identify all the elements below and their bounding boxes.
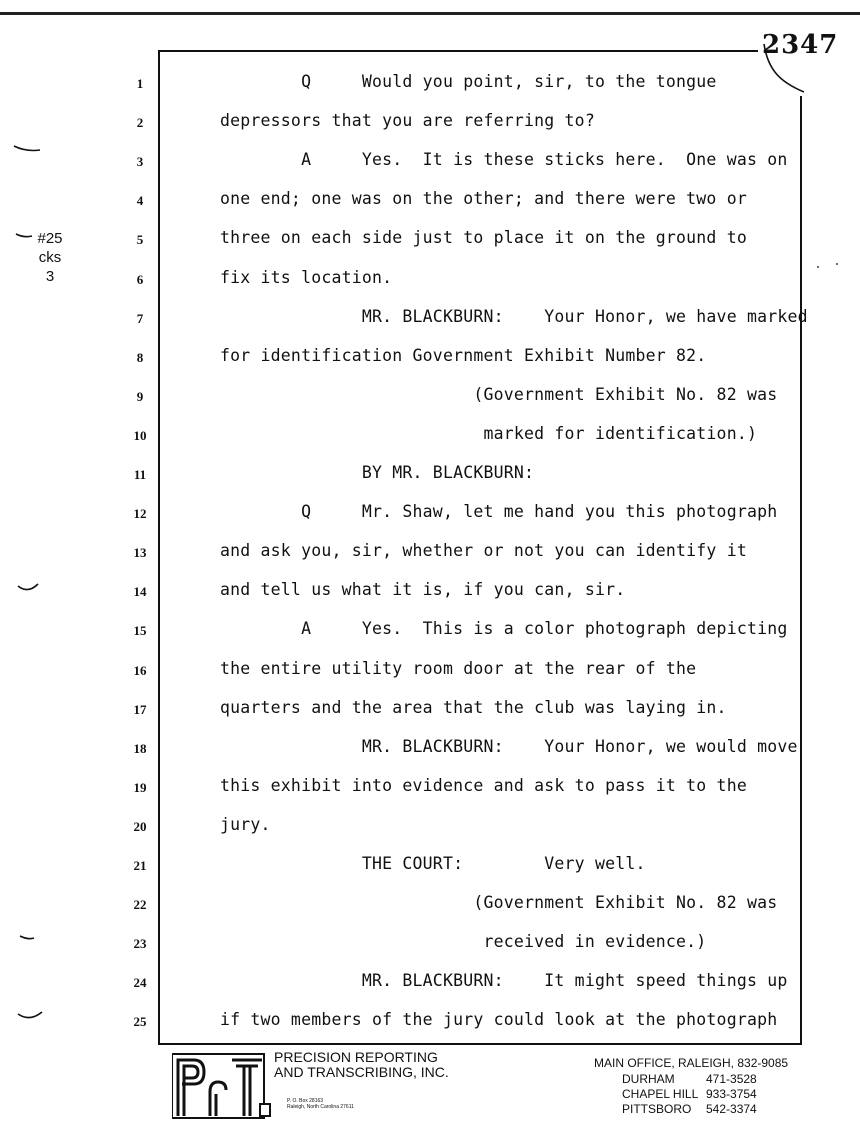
margin-tick-mark: [16, 234, 32, 237]
line-number: 5: [136, 232, 144, 247]
transcript-line: BY MR. BLACKBURN:: [220, 463, 535, 482]
office-phone: 542-3374: [706, 1102, 757, 1116]
transcript-line: for identification Government Exhibit Number 82.: [220, 346, 707, 365]
transcript-line: A Yes. This is a color photograph depicting: [220, 619, 788, 638]
line-number: 14: [133, 584, 147, 599]
line-number: 12: [133, 506, 147, 521]
margin-tick-mark: [20, 936, 34, 939]
line-number: 7: [136, 311, 144, 326]
line-number: 18: [133, 741, 147, 756]
line-number: 23: [133, 936, 147, 951]
transcript-line: received in evidence.): [220, 932, 707, 951]
transcript-line: fix its location.: [220, 268, 393, 287]
line-number: 10: [133, 428, 147, 443]
line-number: 3: [136, 154, 144, 169]
transcript-line: quarters and the area that the club was laying in.: [220, 698, 727, 717]
transcript-line: marked for identification.): [220, 424, 758, 443]
transcript-line: and tell us what it is, if you can, sir.: [220, 580, 626, 599]
po-city: Raleigh, North Carolina 27611: [287, 1104, 354, 1110]
office-city: CHAPEL HILL: [622, 1087, 699, 1101]
transcript-line: this exhibit into evidence and ask to pass it to the: [220, 776, 747, 795]
line-number: 8: [136, 350, 144, 365]
company-line-1: PRECISION REPORTING: [274, 1049, 438, 1065]
tape-note: #25: [37, 230, 63, 247]
po-box: P. O. Box 28163: [287, 1098, 324, 1104]
line-number: 24: [133, 975, 147, 990]
line-number: 1: [136, 76, 144, 91]
company-line-2: AND TRANSCRIBING, INC.: [274, 1064, 449, 1080]
transcript-line: three on each side just to place it on the ground to: [220, 228, 747, 247]
line-number: 4: [136, 193, 144, 208]
margin-tick-mark: [18, 584, 38, 590]
top-rule: [0, 12, 860, 15]
line-number: 2: [136, 115, 144, 130]
transcript-line: if two members of the jury could look at the photograph: [220, 1010, 778, 1029]
transcript-line: depressors that you are referring to?: [220, 111, 595, 130]
company-name: [274, 1050, 449, 1080]
transcript-line: MR. BLACKBURN: Your Honor, we would move: [220, 737, 798, 756]
margin-tick-mark: [18, 1012, 42, 1018]
transcript-line: Q Mr. Shaw, let me hand you this photograph: [220, 502, 778, 521]
line-number: 6: [136, 272, 144, 287]
company-logo: [172, 1052, 272, 1120]
line-number: 9: [136, 389, 144, 404]
office-phone: 933-3754: [706, 1087, 757, 1101]
company-address: [287, 1098, 354, 1110]
transcript-line: MR. BLACKBURN: Your Honor, we have marked: [220, 307, 808, 326]
line-number: 19: [133, 780, 147, 795]
line-number: 11: [133, 467, 147, 482]
page-number: 2347: [762, 30, 839, 60]
line-number: 16: [133, 663, 147, 678]
transcript-line: one end; one was on the other; and there were two or: [220, 189, 747, 208]
office-city: PITTSBORO: [622, 1102, 692, 1116]
margin-marks: [0, 0, 60, 1123]
transcript-line: jury.: [220, 815, 271, 834]
transcript-line: (Government Exhibit No. 82 was: [220, 385, 778, 404]
cks-number-note: 3: [45, 268, 55, 285]
stray-dots: [815, 260, 845, 270]
line-number: 20: [133, 819, 147, 834]
line-number: 13: [133, 545, 147, 560]
line-number: 17: [133, 702, 147, 717]
margin-tick-mark: [14, 146, 40, 151]
office-phone: 471-3528: [706, 1072, 757, 1086]
transcript-line: (Government Exhibit No. 82 was: [220, 893, 778, 912]
line-number: 25: [133, 1014, 147, 1029]
transcript-line: Q Would you point, sir, to the tongue: [220, 72, 717, 91]
transcript-line: MR. BLACKBURN: It might speed things up: [220, 971, 788, 990]
main-office: MAIN OFFICE, RALEIGH, 832-9085: [594, 1056, 789, 1070]
line-number: 22: [133, 897, 147, 912]
transcript-line: the entire utility room door at the rear of the: [220, 659, 697, 678]
transcript-line: A Yes. It is these sticks here. One was on: [220, 150, 788, 169]
line-number: 15: [133, 623, 147, 638]
office-city: DURHAM: [622, 1072, 675, 1086]
transcript-line: and ask you, sir, whether or not you can identify it: [220, 541, 747, 560]
transcript-line: THE COURT: Very well.: [220, 854, 646, 873]
line-number: 21: [133, 858, 147, 873]
cks-note: cks: [38, 249, 62, 266]
